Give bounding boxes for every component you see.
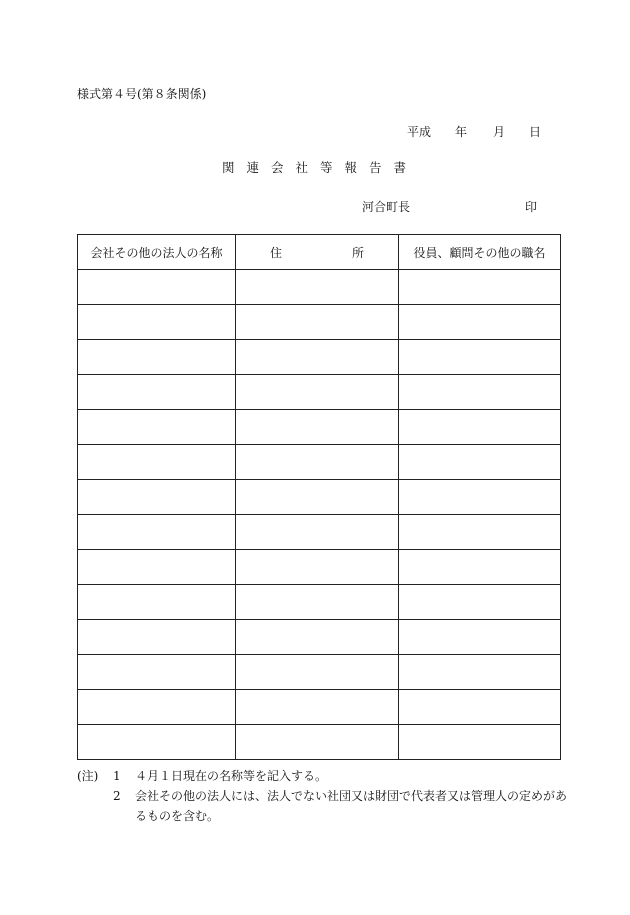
cell-position[interactable]	[399, 340, 561, 375]
cell-company-name[interactable]	[78, 655, 236, 690]
cell-company-name[interactable]	[78, 480, 236, 515]
table-row	[78, 620, 561, 655]
cell-address[interactable]	[236, 585, 399, 620]
cell-position[interactable]	[399, 585, 561, 620]
date-month: 月	[493, 125, 506, 139]
cell-position[interactable]	[399, 480, 561, 515]
note-2-continuation: るものを含む。	[135, 809, 220, 823]
table-row	[78, 655, 561, 690]
cell-address[interactable]	[236, 655, 399, 690]
seal-mark: 印	[525, 200, 538, 214]
cell-position[interactable]	[399, 655, 561, 690]
cell-company-name[interactable]	[78, 340, 236, 375]
cell-address[interactable]	[236, 620, 399, 655]
note-2-text: 会社その他の法人には、法人でない社団又は財団で代表者又は管理人の定めがあ	[135, 789, 568, 803]
cell-company-name[interactable]	[78, 690, 236, 725]
notes-label: (注)	[77, 769, 99, 783]
cell-address[interactable]	[236, 445, 399, 480]
table-row	[78, 725, 561, 760]
header-address-part1: 住	[270, 245, 283, 260]
cell-position[interactable]	[399, 445, 561, 480]
table-row	[78, 690, 561, 725]
cell-address[interactable]	[236, 410, 399, 445]
cell-address[interactable]	[236, 375, 399, 410]
document-title: 関連会社等報告書	[222, 160, 419, 175]
cell-address[interactable]	[236, 305, 399, 340]
cell-position[interactable]	[399, 690, 561, 725]
cell-position[interactable]	[399, 270, 561, 305]
cell-company-name[interactable]	[78, 725, 236, 760]
recipient: 河合町長	[362, 200, 411, 214]
table-row	[78, 340, 561, 375]
cell-address[interactable]	[236, 550, 399, 585]
table-row	[78, 550, 561, 585]
table-row	[78, 585, 561, 620]
cell-position[interactable]	[399, 550, 561, 585]
cell-company-name[interactable]	[78, 515, 236, 550]
cell-company-name[interactable]	[78, 585, 236, 620]
cell-position[interactable]	[399, 620, 561, 655]
note-1-text: ４月１日現在の名称等を記入する。	[135, 769, 328, 783]
form-number: 様式第４号(第８条関係)	[77, 87, 207, 101]
cell-position[interactable]	[399, 725, 561, 760]
cell-company-name[interactable]	[78, 305, 236, 340]
cell-company-name[interactable]	[78, 410, 236, 445]
date-year: 年	[455, 125, 468, 139]
header-address-part2: 所	[351, 245, 364, 260]
note-2-number: 2	[113, 789, 121, 803]
table-row	[78, 270, 561, 305]
header-company-name: 会社その他の法人の名称	[78, 235, 236, 270]
date-day: 日	[529, 125, 542, 139]
notes	[77, 766, 567, 826]
header-position: 役員、顧問その他の職名	[399, 235, 561, 270]
table-row	[78, 375, 561, 410]
date-era: 平成	[407, 125, 432, 139]
cell-address[interactable]	[236, 340, 399, 375]
table-row	[78, 445, 561, 480]
cell-company-name[interactable]	[78, 620, 236, 655]
cell-address[interactable]	[236, 690, 399, 725]
table-row	[78, 305, 561, 340]
cell-address[interactable]	[236, 480, 399, 515]
cell-company-name[interactable]	[78, 270, 236, 305]
header-address	[236, 235, 399, 270]
table-row	[78, 410, 561, 445]
cell-address[interactable]	[236, 515, 399, 550]
cell-address[interactable]	[236, 725, 399, 760]
cell-company-name[interactable]	[78, 445, 236, 480]
cell-address[interactable]	[236, 270, 399, 305]
table-header-row	[78, 235, 561, 270]
report-table	[77, 234, 561, 760]
cell-company-name[interactable]	[78, 550, 236, 585]
table-row	[78, 515, 561, 550]
cell-position[interactable]	[399, 305, 561, 340]
note-1-number: 1	[113, 769, 121, 783]
table-row	[78, 480, 561, 515]
cell-position[interactable]	[399, 410, 561, 445]
cell-company-name[interactable]	[78, 375, 236, 410]
date-line	[407, 123, 541, 140]
cell-position[interactable]	[399, 375, 561, 410]
cell-position[interactable]	[399, 515, 561, 550]
